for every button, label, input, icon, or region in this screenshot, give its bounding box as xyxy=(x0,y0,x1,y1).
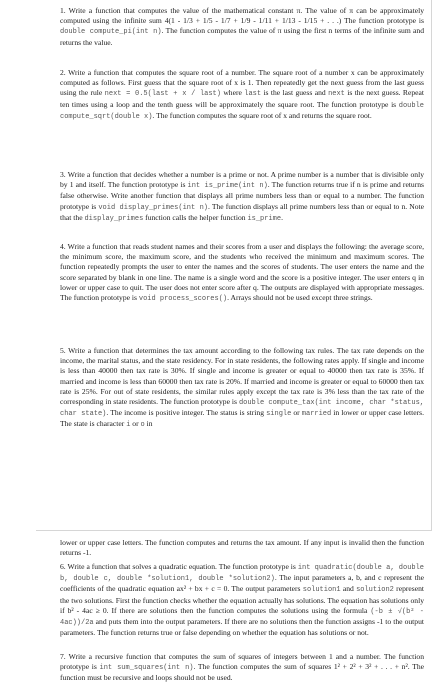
code-snippet: solution2 xyxy=(356,586,394,595)
problem-text: function calls the helper function xyxy=(143,212,248,222)
problem-text: 5. Write a function that determines the tax amount according to the following tax rules. The tax rate depends on the income, the marital status, and the state residency. For in state residents, the following rates apply. If single and income is less than 40000 then tax rate is 30%. If single and income is greater or equal to 40000 then tax rate is 35%. If married and income is less than 60000 then tax rate is 20%. If married and income is greater or equal to 60000 then tax rate is 25%. For out of state residents, the similar rules apply except the tax rate is 3% less than the tax rate of the corresponding in state residents. The function prototype is xyxy=(60,346,424,407)
code-snippet: (-b ± √(b² - 4ac))/2a xyxy=(60,607,424,628)
problem-text: where xyxy=(220,88,245,98)
code-snippet: is_prime xyxy=(247,214,282,223)
problem-7-sum-squares xyxy=(60,652,424,684)
problem-text: 1. Write a function that computes the value of the mathematical constant π. The value of π can be approximately computed using the infinite sum 4(1 - 1/3 + 1/5 - 1/7 + 1/9 - 1/11 + 1/13 - 1/15 + . . .) The function prototype is xyxy=(60,6,424,26)
problem-3-is-prime xyxy=(60,170,424,224)
problem-text: 2. Write a function that computes the square root of a number. The square root of a number x can be approximately computed as follows. First guess that the square root of x is 1. Then repeatedly get the next guess from the last guess using the rule xyxy=(60,68,424,98)
problem-text: 3. Write a function that decides whether a number is a prime or not. A prime number is a number that is divisible only by 1 and itself. The function prototype is xyxy=(60,170,424,190)
problem-text: . The function computes the sum of squares 1² + 2² + 3² + . . . + n². The function must be recursive and loops should not be used. xyxy=(60,662,424,683)
problem-text: . The input parameters a, b, and c represent the coefficients of the quadratic equation ax² + bx + c = 0. The output parameters xyxy=(60,573,424,594)
code-snippet: int quadratic(double a, double b, double c, double *solution1, double *solution2) xyxy=(60,564,424,584)
problem-5-continued xyxy=(60,538,424,558)
problem-text: is the next guess. Repeat ten times using a loop and the tenth guess will be approximately the square root. The function prototype is xyxy=(60,88,425,109)
problem-5-compute-tax xyxy=(60,346,424,431)
code-snippet: married xyxy=(301,410,332,419)
problem-text: 4. Write a function that reads student names and their scores from a user and displays the following: the average score, the minimum score, the maximum score, and the students who received the minimum and maximum scores. The function repeatedly prompts the user to enter the names and the scores of students. The user enters the name and the score separated by blank in one line. The name is a single word and the score is a positive integer. The user enters q in lower or upper case to quit. The user does not enter score after q. The outputs are displayed with appropriate messages. The function prototype is xyxy=(60,242,424,303)
problem-text: is the last guess and xyxy=(261,88,329,98)
problem-text: . xyxy=(281,212,283,222)
problem-text: or xyxy=(130,419,141,429)
problem-text: . The function displays all prime numbers less than or equal to n. Note that the xyxy=(60,201,424,222)
code-snippet: int is_prime(int n) xyxy=(187,182,268,191)
problem-text: . The function computes the value of π using the first n terms of the infinite sum and returns the value. xyxy=(60,26,425,47)
code-snippet: solution1 xyxy=(302,586,341,595)
code-snippet: double compute_tax(int income, char *status, char state) xyxy=(60,399,424,419)
problem-text: . Arrays should not be used except three strings. xyxy=(227,293,373,303)
code-snippet: i xyxy=(126,421,131,430)
code-snippet: void process_scores() xyxy=(138,295,228,304)
code-snippet: next = 0.5(last + x / last) xyxy=(104,90,221,99)
problem-text: in xyxy=(144,419,153,429)
problem-4-process-scores xyxy=(60,242,424,304)
code-snippet: double compute_pi(int n) xyxy=(60,28,162,37)
problem-2-compute-sqrt xyxy=(60,68,424,122)
problem-text: and xyxy=(340,584,357,594)
problem-text: . The function computes the square root of x and returns the square root. xyxy=(152,110,372,120)
code-snippet: int sum_squares(int n) xyxy=(99,664,194,673)
problem-text: . The income is positive integer. The status is string xyxy=(106,408,267,418)
code-snippet: void display_primes(int n) xyxy=(98,203,208,212)
code-snippet: last xyxy=(244,90,262,99)
code-snippet: single xyxy=(266,410,292,419)
code-snippet: double compute_sqrt(double x) xyxy=(60,101,424,121)
problem-text: lower or upper case letters. The function computes and returns the tax amount. If any input is invalid then the function returns -1. xyxy=(60,538,424,558)
problem-text: . The function returns true if n is prime and returns false otherwise. Write another function that displays all prime numbers less than or equal to a number. The function prototype is xyxy=(60,180,424,211)
code-snippet: display_primes xyxy=(84,214,144,223)
problem-1-compute-pi xyxy=(60,6,424,48)
code-snippet: o xyxy=(140,421,145,430)
problem-text: represent the two solutions. First the function checks whether the equation actually has solutions. The equation has solutions only if b² - 4ac ≥ 0. If there are solutions then the function computes the solutions using the formula xyxy=(60,584,424,615)
problem-text: in lower or upper case letters. The state is character xyxy=(60,408,424,429)
problem-text: and puts them into the output parameters. If there are no solutions then the function assigns -1 to the output parameters. The function returns true or false depending on whether the equation has solutions or not. xyxy=(60,617,424,638)
problem-text: 7. Write a recursive function that computes the sum of squares of integers between 1 and a number. The function prototype is xyxy=(60,652,424,672)
problem-6-quadratic xyxy=(60,562,424,638)
code-snippet: next xyxy=(328,90,345,99)
problem-text: or xyxy=(291,408,302,418)
problem-text: 6. Write a function that solves a quadratic equation. The function prototype is xyxy=(60,562,298,571)
